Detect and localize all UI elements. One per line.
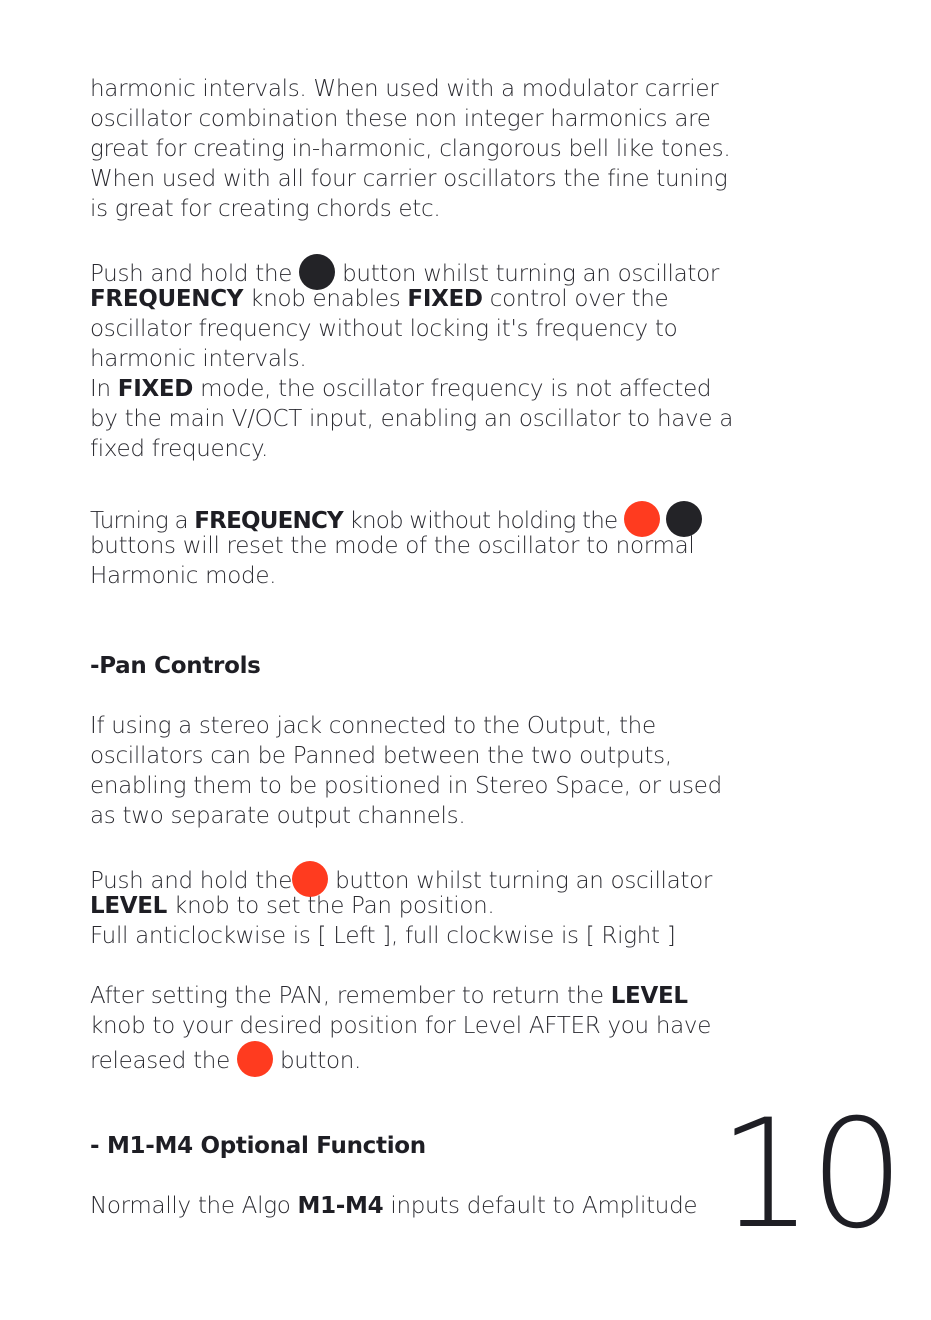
paragraph-pan-set <box>90 861 730 951</box>
text-line: harmonic intervals. When used with a modulator carrier <box>90 76 719 102</box>
text-line <box>90 501 730 534</box>
text-line: buttons will reset the mode of the oscillator to normal <box>90 533 695 559</box>
text-span: Turning a <box>90 508 195 534</box>
text-line <box>90 1191 730 1221</box>
text-span: released the <box>90 1048 230 1074</box>
text-span: knob enables <box>243 286 408 312</box>
bold-term: LEVEL <box>90 893 168 919</box>
text-line: knob to your desired position for Level AFTER you have <box>90 1013 712 1039</box>
text-line <box>90 981 730 1011</box>
text-line: Full anticlockwise is [ Left ], full clockwise is [ Right ] <box>90 923 676 949</box>
page-number: 10 <box>718 1088 901 1262</box>
text-span: inputs default to Amplitude <box>383 1193 698 1219</box>
section-heading-pan-controls: -Pan Controls <box>90 653 261 679</box>
text-line: great for creating in-harmonic, clangorous bell like tones. <box>90 136 731 162</box>
bold-term: LEVEL <box>610 983 688 1009</box>
paragraph-pan-return <box>90 981 730 1074</box>
text-span: button whilst turning an oscillator <box>335 868 713 894</box>
text-span: knob to set the Pan position. <box>167 893 495 919</box>
text-line: oscillators can be Panned between the two outputs, <box>90 743 672 769</box>
text-span: control over the <box>482 286 669 312</box>
text-line: as two separate output channels. <box>90 803 466 829</box>
text-line <box>90 284 730 314</box>
text-line <box>90 1041 730 1074</box>
paragraph-pan-intro <box>90 711 730 831</box>
text-line <box>90 374 730 404</box>
bold-term: FIXED <box>117 376 194 402</box>
text-span: mode, the oscillator frequency is not affected <box>193 376 712 402</box>
paragraph-harmonic-intervals <box>90 74 730 224</box>
bold-term: FREQUENCY <box>90 286 244 312</box>
text-line: oscillator combination these non integer harmonics are <box>90 106 711 132</box>
text-span: Push and hold the <box>90 261 293 287</box>
text-line: If using a stereo jack connected to the Output, the <box>90 713 656 739</box>
text-line: is great for creating chords etc. <box>90 196 441 222</box>
bold-term: FREQUENCY <box>194 508 343 534</box>
text-line: harmonic intervals. <box>90 346 307 372</box>
text-line <box>90 891 730 921</box>
text-span: In <box>90 376 118 402</box>
text-line: fixed frequency. <box>90 436 269 462</box>
text-line: enabling them to be positioned in Stereo Space, or used <box>90 773 722 799</box>
text-span: button. <box>279 1048 362 1074</box>
text-line: oscillator frequency without locking it's frequency to <box>90 316 678 342</box>
text-span: After setting the PAN, remember to return the <box>90 983 611 1009</box>
bold-term: FIXED <box>407 286 483 312</box>
text-line <box>90 254 730 287</box>
text-line: Harmonic mode. <box>90 563 277 589</box>
paragraph-fixed-mode <box>90 254 733 464</box>
page-body <box>90 74 733 1221</box>
text-line <box>90 861 730 894</box>
section-heading-m1-m4: - M1-M4 Optional Function <box>90 1133 426 1159</box>
red-button-icon <box>237 1041 273 1077</box>
text-span: button whilst turning an oscillator <box>342 261 720 287</box>
text-line: by the main V/OCT input, enabling an oscillator to have a <box>90 406 733 432</box>
bold-term: M1-M4 <box>297 1193 384 1219</box>
text-span: Push and hold the <box>90 868 293 894</box>
text-line: When used with all four carrier oscillators the fine tuning <box>90 166 728 192</box>
text-span: Normally the Algo <box>90 1193 298 1219</box>
text-span: knob without holding the <box>342 508 618 534</box>
paragraph-reset-mode <box>90 501 730 591</box>
